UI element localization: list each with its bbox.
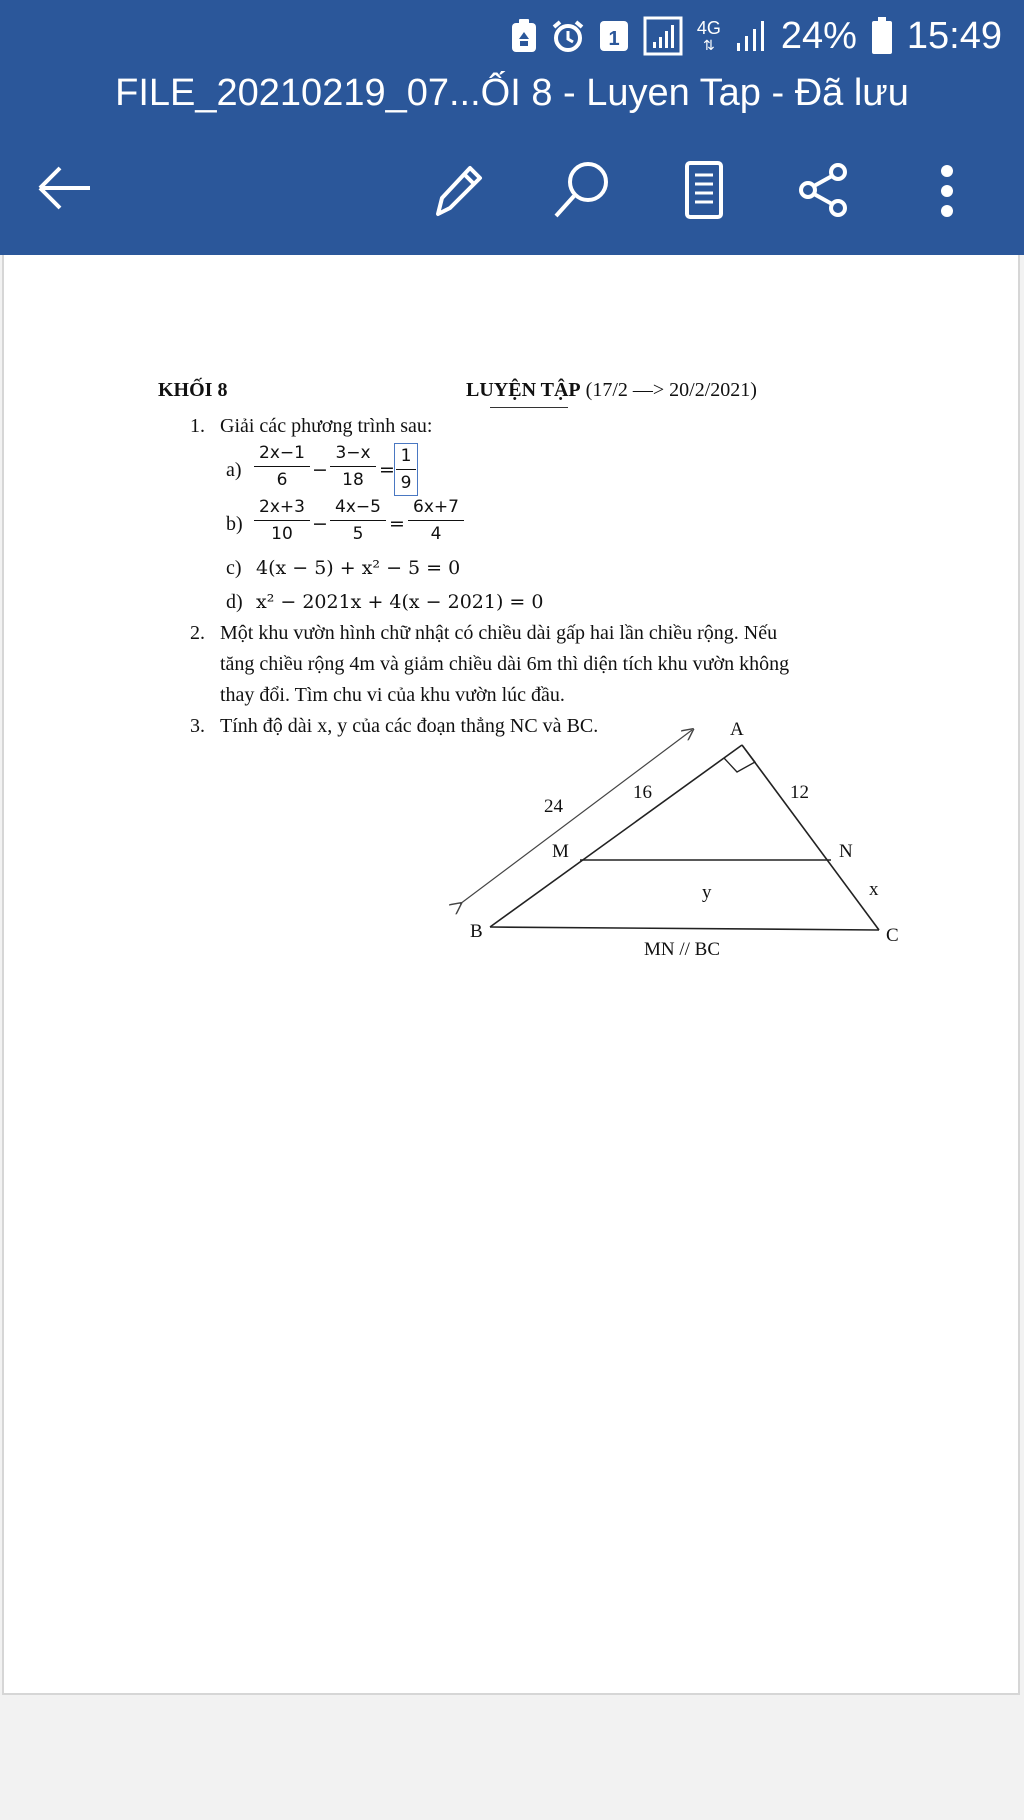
q2-line1: Một khu vườn hình chữ nhật có chiều dài gấp hai lần chiều rộng. Nếu (220, 622, 778, 644)
numerator: 1 (396, 446, 416, 470)
denominator: 5 (352, 524, 364, 544)
label-16: 16 (633, 782, 652, 803)
right-angle-mark (724, 745, 755, 772)
grade-label: KHỐI 8 (158, 379, 228, 401)
recycle-icon (511, 19, 537, 53)
signal-icon (643, 16, 683, 56)
q1a-label: a) (226, 459, 242, 481)
search-icon[interactable] (552, 160, 612, 220)
q1b-op: − (312, 513, 328, 535)
network-label: 4G (696, 17, 721, 38)
sim1-icon (599, 19, 629, 53)
triangle-figure (4, 255, 1022, 1015)
denominator: 6 (276, 470, 288, 490)
side-ac (742, 745, 879, 930)
back-arrow-icon[interactable] (36, 163, 94, 213)
signal-bars-icon (735, 19, 767, 53)
length-arrow-24 (460, 730, 692, 904)
label-n: N (839, 841, 853, 862)
q1c-label: c) (226, 557, 242, 579)
figure-caption: MN // BC (644, 939, 721, 960)
figure-labels (470, 719, 899, 960)
share-icon[interactable] (796, 162, 852, 218)
date-range: (17/2 —> 20/2/2021) (585, 379, 757, 401)
q1a-op: − (312, 459, 328, 481)
numerator: 2x+3 (254, 497, 310, 521)
q2-line3: thay đổi. Tìm chu vi của khu vườn lúc đầu. (220, 684, 565, 706)
label-y: y (702, 882, 712, 903)
app-bar (0, 0, 1024, 255)
q1c-expr: 4(x − 5) + x² − 5 = 0 (256, 557, 461, 579)
label-b: B (470, 921, 483, 942)
document-title: FILE_20210219_07...ỐI 8 - Luyen Tap - Đã lưu (115, 72, 909, 114)
label-12: 12 (790, 782, 809, 803)
label-a: A (730, 719, 744, 740)
numerator: 6x+7 (408, 497, 464, 521)
denominator: 4 (430, 524, 442, 544)
heading-text: LUYỆN TẬP (466, 379, 581, 401)
label-24: 24 (544, 796, 563, 817)
numerator: 3−x (330, 443, 376, 467)
denominator: 18 (342, 470, 364, 490)
q2-line2: tăng chiều rộng 4m và giảm chiều dài 6m thì diện tích khu vườn không (220, 653, 790, 675)
q3-text: Tính độ dài x, y của các đoạn thẳng NC và BC. (220, 715, 599, 737)
denominator: 10 (271, 524, 293, 544)
q3-number: 3. (190, 715, 205, 737)
q1-number: 1. (190, 415, 205, 437)
denominator: 9 (400, 473, 412, 493)
numerator: 4x−5 (330, 497, 386, 521)
q1b-label: b) (226, 513, 243, 535)
status-bar (511, 12, 1002, 60)
document-page[interactable] (2, 255, 1020, 1695)
q1-text: Giải các phương trình sau: (220, 415, 433, 437)
q1d-label: d) (226, 591, 243, 613)
more-options-icon[interactable] (935, 163, 959, 219)
clock: 15:49 (906, 14, 1002, 57)
label-x: x (869, 879, 879, 900)
q1a-eq: = (379, 459, 395, 481)
q2-number: 2. (190, 622, 205, 644)
battery-percent: 24% (780, 14, 857, 57)
edit-pencil-icon[interactable] (428, 160, 486, 218)
svg-text:1: 1 (608, 28, 620, 50)
numerator: 2x−1 (254, 443, 310, 467)
document-content (4, 255, 1022, 1695)
label-m: M (552, 841, 569, 862)
label-c: C (886, 925, 899, 946)
alarm-icon (551, 19, 585, 53)
background-area (0, 1695, 1024, 1820)
q1d-expr: x² − 2021x + 4(x − 2021) = 0 (256, 591, 544, 613)
network-4g-icon: 4G ⇅ (696, 17, 721, 53)
battery-icon (871, 17, 893, 55)
side-bc (490, 927, 879, 930)
reading-view-icon[interactable] (684, 160, 724, 220)
q1b-eq: = (389, 513, 405, 535)
